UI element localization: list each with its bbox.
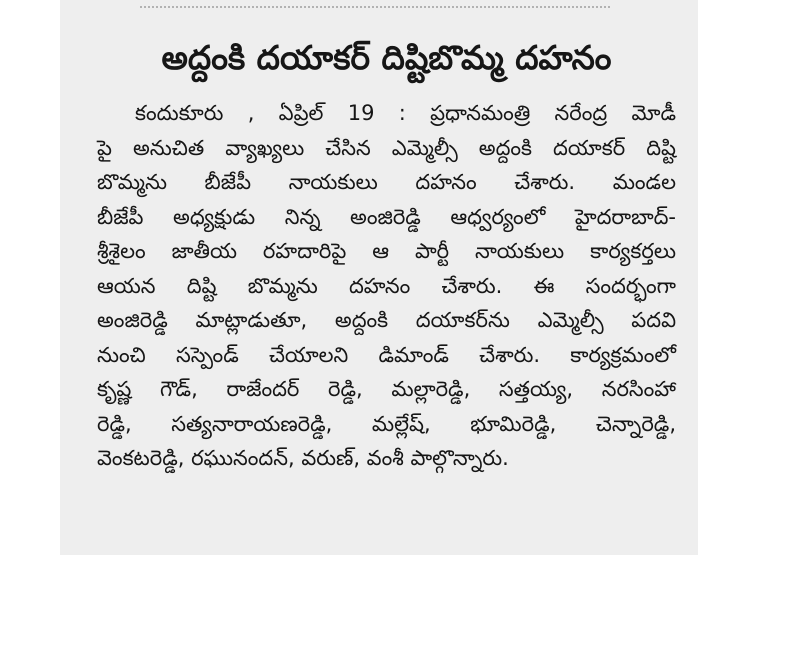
body-line: శ్రీశైలం జాతీయ రహదారిపై ఆ పార్టీ నాయకులు కార్యకర్తలు <box>97 239 676 263</box>
article-headline: అద్దంకి దయాకర్ దిష్టిబొమ్మ దహనం <box>161 38 612 77</box>
body-line: ఆయన దిష్టి బొమ్మను దహనం చేశారు. ఈ సందర్భంగా <box>97 273 676 298</box>
body-line: నుంచి సస్పెండ్ చేయాలని డిమాండ్ చేశారు. కార్యక్రమంలో <box>97 342 676 367</box>
body-line: బొమ్మను బీజేపీ నాయకులు దహనం చేశారు. మండల <box>97 170 676 194</box>
body-line: వెంకటరెడ్డి, రఘునందన్, వరుణ్, వంశీ పాల్గొన్నారు. <box>97 446 509 470</box>
body-line: రెడ్డి, సత్యనారాయణరెడ్డి, మల్లేష్, భూమిరెడ్డి, చెన్నారెడ్డి, <box>97 411 676 436</box>
body-line: పై అనుచిత వ్యాఖ్యలు చేసిన ఎమ్మెల్సీ అద్దంకి దయాకర్ దిష్టి <box>97 135 676 160</box>
previous-article-remnant <box>140 0 610 8</box>
body-line: కందుకూరు , ఏప్రిల్ 19 : ప్రధానమంత్రి నరేంద్ర మోడీ <box>135 101 676 125</box>
body-line: బీజేపీ అధ్యక్షుడు నిన్న అంజిరెడ్డి ఆధ్వర్యంలో హైదరాబాద్- <box>97 204 676 229</box>
newspaper-clipping <box>60 0 698 555</box>
body-line: కృష్ణ గౌడ్, రాజేందర్ రెడ్డి, మల్లారెడ్డి, సత్తయ్య, నరసింహా <box>97 377 676 401</box>
article-body <box>97 96 676 476</box>
body-line: అంజిరెడ్డి మాట్లాడుతూ, అద్దంకి దయాకర్‌ను ఎమ్మెల్సీ పదవి <box>97 308 676 332</box>
